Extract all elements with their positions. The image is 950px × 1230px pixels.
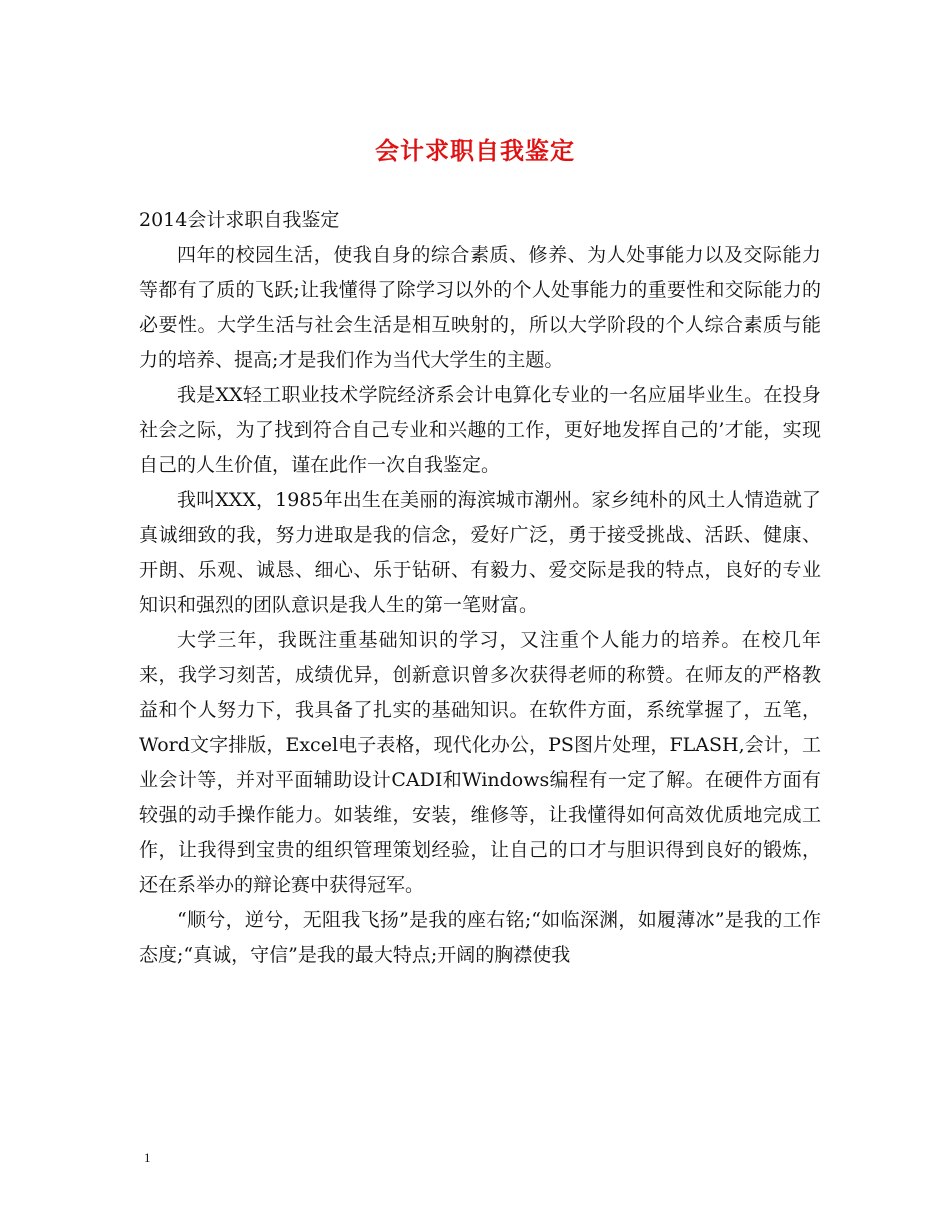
paragraph: 四年的校园生活，使我自身的综合素质、修养、为人处事能力以及交际能力等都有了质的飞跃;让我懂得了除学习以外的个人处事能力的重要性和交际能力的必要性。大学生活与社会生活是相互映射的，所以大学阶段的个人综合素质与能力的培养、提高;才是我们作为当代大学生的主题。 [139, 244, 821, 371]
paragraph: “顺兮，逆兮，无阻我飞扬”是我的座右铭;“如临深渊，如履薄冰”是我的工作态度;“真诚，守信”是我的最大特点;开阔的胸襟使我 [139, 909, 821, 966]
paragraph: 大学三年，我既注重基础知识的学习，又注重个人能力的培养。在校几年来，我学习刻苦，成绩优异，创新意识曾多次获得老师的称赞。在师友的严格教益和个人努力下，我具备了扎实的基础知识。在软件方面，系统掌握了，五笔，Word文字排版，Excel电子表格，现代化办公，PS图片处理，FLASH,会计，工业会计等，并对平面辅助设计CADI和Windows编程有一定了解。在硬件方面有较强的动手操作能力。如装维，安装，维修等，让我懂得如何高效优质地完成工作，让我得到宝贵的组织管理策划经验，让自己的口才与胆识得到良好的锻炼，还在系举办的辩论赛中获得冠军。 [139, 629, 821, 896]
document-subtitle: 2014会计求职自我鉴定 [139, 209, 340, 231]
page-number: 1 [144, 1150, 151, 1165]
paragraph: 我叫XXX，1985年出生在美丽的海滨城市潮州。家乡纯朴的风土人情造就了真诚细致的我，努力进取是我的信念，爱好广泛，勇于接受挑战、活跃、健康、开朗、乐观、诚恳、细心、乐于钻研、有毅力、爱交际是我的特点，良好的专业知识和强烈的团队意识是我人生的第一笔财富。 [139, 489, 821, 616]
document-title: 会计求职自我鉴定 [375, 137, 575, 165]
paragraph: 我是XX轻工职业技术学院经济系会计电算化专业的一名应届毕业生。在投身社会之际，为了找到符合自己专业和兴趣的工作，更好地发挥自己的’才能，实现自己的人生价值，谨在此作一次自我鉴定。 [139, 384, 821, 476]
document-body [139, 238, 821, 973]
